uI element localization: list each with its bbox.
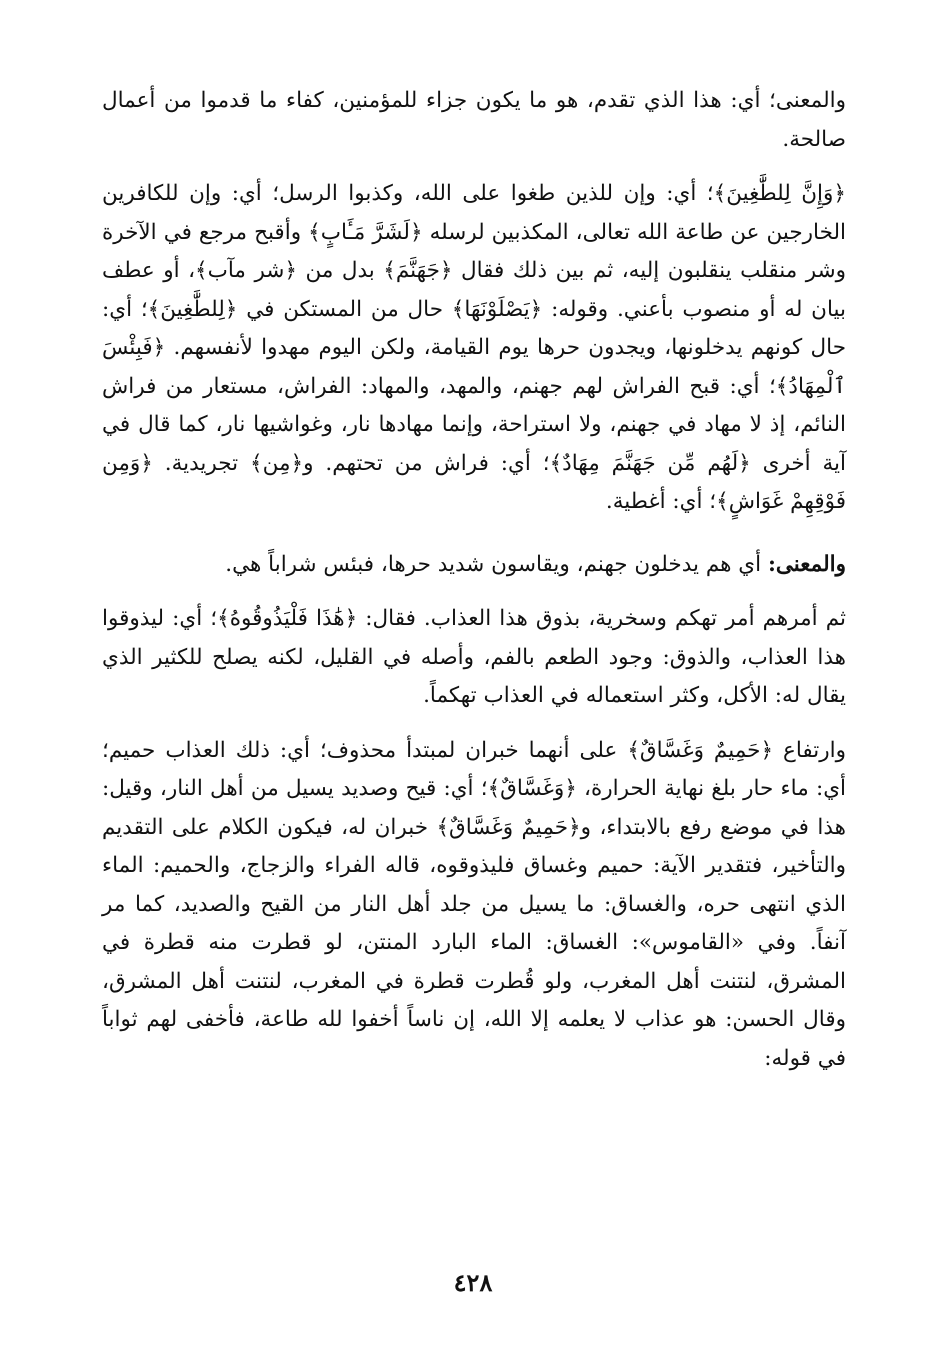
paragraph-1-text: والمعنى؛ أي: هذا الذي تقدم، هو ما يكون جزاء للمؤمنين، كفاء ما قدموا من أعمال صالحة. [102,88,846,152]
paragraph-3-lead: والمعنى: [767,551,846,577]
paragraph-4 [102,600,846,716]
paragraph-3 [102,546,846,585]
paragraph-1 [102,82,846,159]
paragraph-2-text: ﴿وَإِنَّ لِلطَّٰغِينَ﴾؛ أي: وإن للذين طغوا على الله، وكذبوا الرسل؛ أي: وإن للكافرين الخارجين عن طاعة الله تعالى، المكذبين لرسله ﴿لَشَرَّ مَـَٔابٍ﴾ وأقبح مرجع في الآخرة وشر منقلب ينقلبون إليه، ثم بين ذلك فقال ﴿جَهَنَّمَ﴾ بدل من ﴿شر مآب﴾، أو عطف بيان له أو منصوب بأعني. وقوله: ﴿يَصْلَوْنَهَا﴾ حال من المستكن في ﴿لِلطَّٰغِينَ﴾؛ أي: حال كونهم يدخلونها، ويجدون حرها يوم القيامة، ولكن اليوم مهدوا لأنفسهم. ﴿فَبِئْسَ ٱلْمِهَادُ﴾؛ أي: قبح الفراش لهم جهنم، والمهد، والمهاد: الفراش، مستعار من فراش النائم، إذ لا مهاد في جهنم، ولا استراحة، وإنما مهادها نار، وغواشيها نار، كما قال في آية أخرى ﴿لَهُم مِّن جَهَنَّمَ مِهَادٌ﴾؛ أي: فراش من تحتهم. و﴿مِن﴾ تجريدية. ﴿وَمِن فَوْقِهِمْ غَوَاشٍ﴾؛ أي: أغطية. [102,181,846,514]
paragraph-3-text: أي هم يدخلون جهنم، ويقاسون شديد حرها، فبئس شراباً هي. [225,551,768,577]
paragraph-2 [102,175,846,522]
paragraph-5-text: وارتفاع ﴿حَمِيمٌ وَغَسَّاقٌ﴾ على أنهما خبران لمبتدأ محذوف؛ أي: ذلك العذاب حميم؛ أي: ماء حار بلغ نهاية الحرارة، ﴿وَغَسَّاقٌ﴾؛ أي: قيح وصديد يسيل من أهل النار، وقيل: هذا في موضع رفع بالابتداء، و﴿حَمِيمٌ وَغَسَّاقٌ﴾ خبران له، فيكون الكلام على التقديم والتأخير، فتقدير الآية: حميم وغساق فليذوقوه، قاله الفراء والزجاج، والحميم: الماء الذي انتهى حره، والغساق: ما يسيل من جلد أهل النار من القيح والصديد، كما مر آنفاً. وفي «القاموس»: الغساق: الماء البارد المنتن، لو قطرت منه قطرة في المشرق، لنتنت أهل المغرب، ولو قُطرت قطرة في المغرب، لنتنت أهل المشرق، وقال الحسن: هو عذاب لا يعلمه إلا الله، إن ناساً أخفوا لله طاعة، فأخفى لهم ثواباً في قوله: [102,737,846,1071]
paragraph-5 [102,732,846,1079]
page-number: ٤٢٨ [453,1268,493,1297]
paragraph-4-text: ثم أمرهم أمر تهكم وسخرية، بذوق هذا العذاب. فقال: ﴿هَٰذَا فَلْيَذُوقُوهُ﴾؛ أي: ليذوقوا هذا العذاب، والذوق: وجود الطعم بالفم، وأصله في القليل، لكنه يصلح للكثير الذي يقال له: الأكل، وكثر استعماله في العذاب تهكماً. [102,606,846,708]
page-body [102,82,846,1094]
